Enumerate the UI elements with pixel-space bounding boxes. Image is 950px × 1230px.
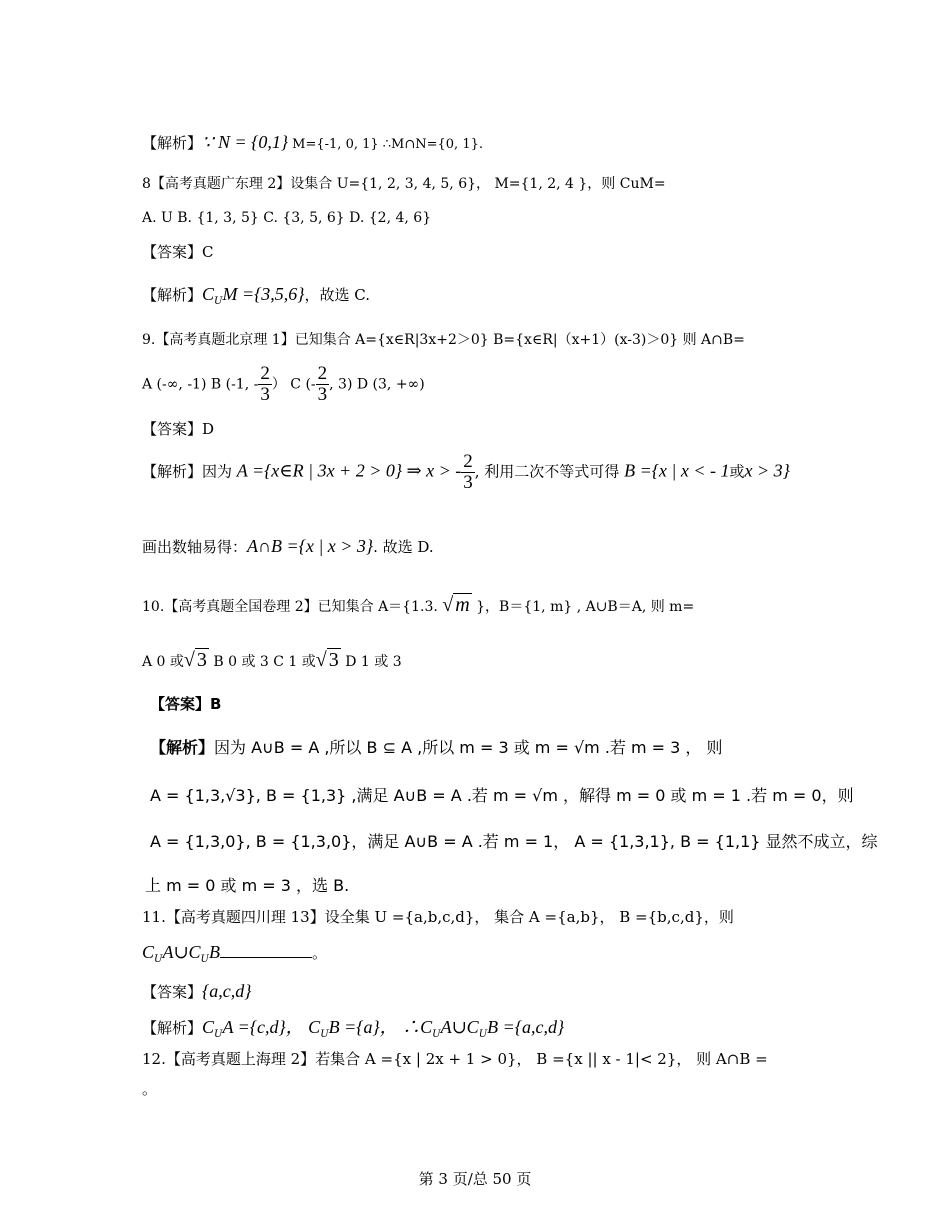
math-expression: A∪C bbox=[440, 1017, 479, 1037]
solution-text: 或 bbox=[729, 462, 745, 481]
solution-label: 【解析】 bbox=[150, 738, 215, 757]
solution-text: 因为 bbox=[202, 462, 237, 481]
math-expression: A ={x∈R | 3x + 2 > 0} ⇒ x > - bbox=[236, 460, 462, 481]
math-expression: B ={x | x < - 1 bbox=[624, 460, 730, 481]
math-subscript: U bbox=[200, 954, 209, 965]
math-subscript: U bbox=[432, 1029, 441, 1040]
math-expression: C bbox=[142, 942, 155, 962]
question-8-stem: 8【高考真题广东理 2】设集合 U={1, 2, 3, 4, 5, 6}， M={1, 2, 4 }，则 CuM= bbox=[142, 176, 666, 192]
solution-text: , 利用二次不等式可得 bbox=[474, 462, 625, 481]
fraction-numerator: 2 bbox=[260, 363, 270, 384]
option-d: D 1 或 3 bbox=[340, 654, 402, 670]
option-b-c: B 0 或 3 C 1 或 bbox=[208, 654, 316, 670]
math-expression: A ={c,d}， C bbox=[222, 1017, 321, 1037]
stem-end: 。 bbox=[311, 944, 327, 962]
question-12-stem-end: 。 bbox=[142, 1080, 158, 1098]
question-10-solution-3: A = {1,3,0}, B = {1,3,0}，满足 A∪B = A .若 m = 1， A = {1,3,1}, B = {1,1} 显然不成立，综 bbox=[150, 832, 878, 851]
fraction-denominator: 3 bbox=[317, 383, 328, 405]
question-9-answer: 【答案】D bbox=[142, 420, 215, 438]
fraction-numerator: 2 bbox=[317, 363, 328, 384]
solution-text: ，故选 C. bbox=[304, 286, 370, 304]
math-expression: {a,c,d} bbox=[202, 981, 252, 1001]
question-10-solution-1 bbox=[150, 740, 723, 756]
option-a-b: A (-∞, -1) B (-1, - bbox=[142, 376, 259, 393]
solution-text: . 故选 D. bbox=[373, 538, 434, 556]
answer-blank bbox=[220, 957, 312, 958]
question-11-stem-2 bbox=[142, 943, 327, 965]
question-10-options bbox=[142, 650, 402, 670]
question-11-solution bbox=[142, 1018, 564, 1040]
math-subscript: U bbox=[214, 296, 223, 307]
question-10-solution-2: A = {1,3,√3}, B = {1,3} ,满足 A∪B = A .若 m = √m ，解得 m = 0 或 m = 1 .若 m = 0，则 bbox=[150, 786, 854, 805]
math-subscript: U bbox=[320, 1029, 329, 1040]
question-10-solution-4: 上 m = 0 或 m = 3 ，选 B. bbox=[145, 876, 350, 895]
fraction-denominator: 3 bbox=[463, 471, 473, 493]
solution-label: 【解析】 bbox=[142, 134, 203, 152]
math-subscript: U bbox=[478, 1029, 488, 1040]
solution-label: 【解析】 bbox=[142, 286, 203, 304]
page-footer: 第 3 页/总 50 页 bbox=[418, 1170, 532, 1188]
fraction-denominator: 3 bbox=[260, 383, 270, 405]
solution-text: 画出数轴易得： bbox=[142, 538, 248, 556]
option-d: , 3) D (3, +∞) bbox=[329, 376, 425, 393]
math-expression: ∵ N = {0,1} bbox=[202, 132, 289, 152]
question-8-solution bbox=[142, 285, 370, 307]
math-expression: B ={a}， ∴C bbox=[328, 1017, 433, 1037]
fraction bbox=[258, 364, 272, 405]
question-11-stem: 11.【高考真题四川理 13】设全集 U ={a,b,c,d}， 集合 A ={a,b}， B ={b,c,d}，则 bbox=[142, 908, 734, 926]
question-10-stem bbox=[142, 595, 694, 615]
question-8-answer: 【答案】C bbox=[142, 243, 214, 261]
sqrt-expression: √ m bbox=[442, 594, 470, 616]
radicand: 3 bbox=[196, 649, 207, 671]
math-subscript: U bbox=[154, 954, 163, 965]
question-9-options bbox=[142, 364, 425, 405]
fraction bbox=[461, 452, 475, 493]
math-expression: M ={3,5,6} bbox=[222, 284, 305, 304]
option-c: ） C (- bbox=[271, 376, 316, 393]
solution-line-p0 bbox=[142, 133, 483, 151]
math-expression: x > 3} bbox=[744, 460, 790, 481]
question-12-stem: 12.【高考真题上海理 2】若集合 A ={x | 2x + 1 > 0}， B ={x || x - 1|< 2}， 则 A∩B = bbox=[142, 1050, 768, 1068]
question-9-stem: 9.【高考真题北京理 1】已知集合 A={x∈R|3x+2＞0} B={x∈R|（x+1）(x-3)＞0} 则 A∩B= bbox=[142, 332, 745, 348]
math-expression: C bbox=[202, 284, 215, 304]
question-9-conclusion bbox=[142, 537, 434, 555]
solution-label: 【解析】 bbox=[142, 462, 203, 481]
solution-label: 【解析】 bbox=[142, 1019, 203, 1037]
math-expression: B ={a,c,d} bbox=[487, 1017, 565, 1037]
sqrt-expression: √ 3 bbox=[315, 649, 339, 671]
solution-text: 因为 A∪B = A ,所以 B ⊆ A ,所以 m = 3 或 m = √m .若 m = 3 ， 则 bbox=[214, 738, 723, 757]
question-10-answer: 【答案】B bbox=[150, 695, 222, 713]
math-subscript: U bbox=[214, 1029, 223, 1040]
question-8-options: A. U B. {1, 3, 5} C. {3, 5, 6} D. {2, 4, 6} bbox=[142, 210, 432, 226]
math-expression: B bbox=[208, 942, 220, 962]
option-a: A 0 或 bbox=[142, 654, 184, 670]
math-expression: A∩B ={x | x > 3} bbox=[247, 536, 374, 556]
question-11-answer bbox=[142, 982, 251, 1000]
fraction bbox=[316, 364, 330, 405]
radicand: m bbox=[455, 594, 470, 616]
fraction-numerator: 2 bbox=[463, 451, 473, 472]
stem-text: }，B＝{1, m} , A∪B＝A, 则 m= bbox=[471, 599, 695, 615]
solution-text: M={-1, 0, 1} ∴M∩N={0, 1}. bbox=[288, 137, 483, 152]
radicand: 3 bbox=[328, 649, 339, 671]
answer-label: 【答案】 bbox=[142, 983, 203, 1001]
stem-text: 10.【高考真题全国卷理 2】已知集合 A＝{1.3. bbox=[142, 599, 443, 615]
math-expression: C bbox=[202, 1017, 215, 1037]
math-expression: A∪C bbox=[162, 942, 201, 962]
question-9-solution bbox=[142, 452, 790, 493]
sqrt-expression: √ 3 bbox=[183, 649, 207, 671]
